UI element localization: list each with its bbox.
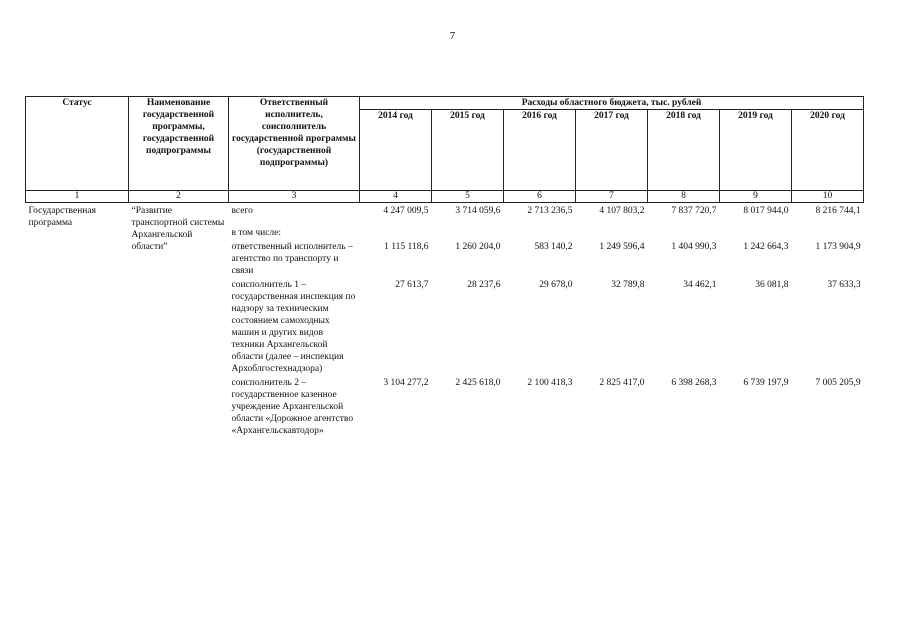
header-year: 2017 год — [576, 110, 648, 191]
column-number: 6 — [504, 191, 576, 203]
cell-value: 3 714 059,6 — [455, 206, 501, 216]
table-row-total — [26, 203, 864, 218]
cell-value: 8 017 944,0 — [743, 206, 789, 216]
cell-value: 36 081,8 — [755, 280, 789, 290]
cell-value: 4 107 803,2 — [599, 206, 645, 216]
column-number: 2 — [129, 191, 229, 203]
header-expenses: Расходы областного бюджета, тыс. рублей — [360, 97, 864, 110]
cell-value: 3 104 277,2 — [383, 378, 429, 388]
cell-value: 1 242 664,3 — [743, 242, 789, 252]
cell-value: 6 739 197,9 — [743, 378, 789, 388]
header-year: 2016 год — [504, 110, 576, 191]
column-number: 1 — [26, 191, 129, 203]
cell-value: 1 404 990,3 — [671, 242, 717, 252]
cell-value: 2 425 618,0 — [455, 378, 501, 388]
cell-value: 37 633,3 — [827, 280, 861, 290]
cell-value: 7 837 720,7 — [671, 206, 717, 216]
budget-table — [25, 96, 864, 437]
cell-value: 8 216 744,1 — [815, 206, 861, 216]
cell-value: 1 249 596,4 — [599, 242, 645, 252]
row-label: ответственный исполнитель – агентство по транспорту и связи — [231, 242, 353, 276]
cell-value: 2 100 418,3 — [527, 378, 573, 388]
column-number: 5 — [432, 191, 504, 203]
column-number: 8 — [648, 191, 720, 203]
cell-value: 583 140,2 — [534, 242, 573, 252]
row-label: соисполнитель 1 – государственная инспекция по надзору за техническим состоянием самоходных машин и других видов техники Архангельской области (далее – инспекция Архоблгостехнадзора) — [231, 280, 356, 374]
cell-value: 4 247 009,5 — [383, 206, 429, 216]
program-status: Государственная программа — [28, 206, 96, 228]
column-number: 4 — [360, 191, 432, 203]
row-label: в том числе: — [231, 228, 282, 238]
header-status: Статус — [26, 97, 129, 191]
header-executor: Ответственный исполнитель, соисполнитель государственной программы (государственной подпрограммы) — [229, 97, 360, 191]
cell-value: 34 462,1 — [683, 280, 717, 290]
page-number: 7 — [449, 30, 456, 42]
cell-value: 2 713 236,5 — [527, 206, 573, 216]
row-label: соисполнитель 2 – государственное казенное учреждение Архангельской области «Дорожное агентство «Архангельскавтодор» — [231, 378, 354, 436]
cell-value: 7 005 205,9 — [815, 378, 861, 388]
header-year: 2014 год — [360, 110, 432, 191]
header-row — [26, 97, 864, 110]
column-number: 7 — [576, 191, 648, 203]
column-number: 9 — [720, 191, 792, 203]
cell-value: 32 789,8 — [611, 280, 645, 290]
cell-value: 1 115 118,6 — [384, 242, 429, 252]
column-number: 10 — [792, 191, 864, 203]
cell-value: 28 237,6 — [467, 280, 501, 290]
header-year: 2019 год — [720, 110, 792, 191]
header-program-name: Наименование государственной программы, государственной подпрограммы — [129, 97, 229, 191]
header-year: 2015 год — [432, 110, 504, 191]
cell-value: 1 173 904,9 — [815, 242, 861, 252]
header-year: 2018 год — [648, 110, 720, 191]
program-name: “Развитие транспортной системы Архангельской области” — [131, 206, 225, 252]
cell-value: 29 678,0 — [539, 280, 573, 290]
cell-value: 6 398 268,3 — [671, 378, 717, 388]
column-number-row — [26, 191, 864, 203]
header-year: 2020 год — [792, 110, 864, 191]
column-number: 3 — [229, 191, 360, 203]
cell-value: 1 260 204,0 — [455, 242, 501, 252]
cell-value: 27 613,7 — [395, 280, 429, 290]
row-label: всего — [231, 206, 253, 216]
cell-value: 2 825 417,0 — [599, 378, 645, 388]
